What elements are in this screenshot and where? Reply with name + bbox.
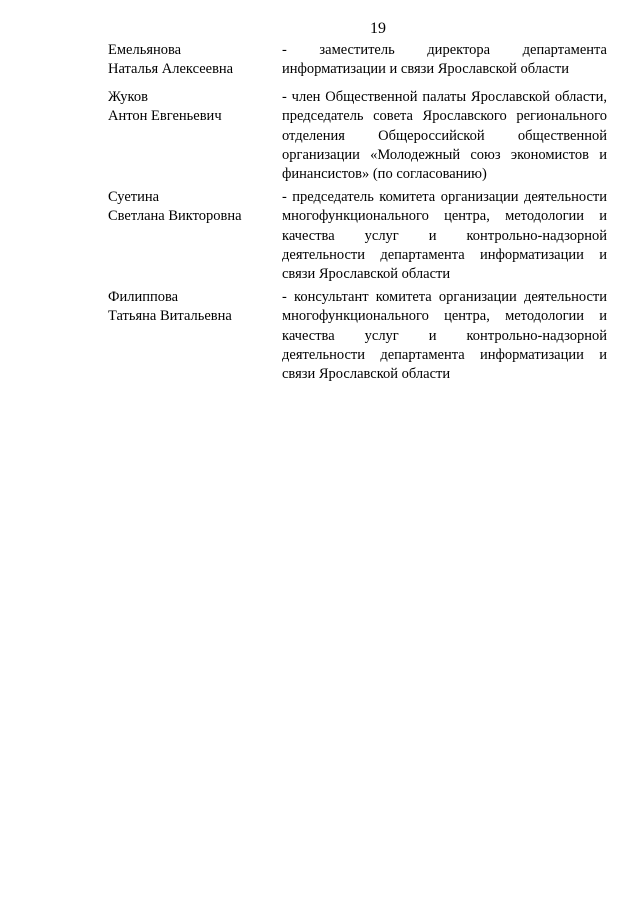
member-given-names: Антон Евгеньевич — [108, 108, 222, 125]
member-given-names: Светлана Викторовна — [108, 208, 242, 225]
member-surname: Суетина — [108, 189, 160, 205]
member-given-names: Наталья Алексеевна — [108, 61, 234, 78]
member-surname: Емельянова — [108, 42, 182, 58]
page-number: 19 — [370, 20, 386, 37]
member-name — [108, 41, 278, 80]
member-surname: Филиппова — [108, 289, 179, 305]
member-name — [108, 288, 278, 327]
member-role: - член Общественной палаты Ярославской области, председатель совета Ярославского регионального отделения Общероссийской общественной организации «Молодежный союз экономистов и финансистов» (по согласованию) — [282, 89, 607, 183]
member-name — [108, 188, 278, 227]
member-name — [108, 88, 278, 127]
member-role: - заместитель директора департамента информатизации и связи Ярославской области — [282, 42, 607, 78]
member-role: - консультант комитета организации деятельности многофункционального центра, методологии и качества услуг и контрольно-надзорной деятельности департамента информатизации и связи Ярославской области — [282, 289, 607, 383]
member-surname: Жуков — [108, 89, 148, 105]
member-role: - председатель комитета организации деятельности многофункционального центра, методологии и качества услуг и контрольно-надзорной деятельности департамента информатизации и связи Ярославской области — [282, 189, 607, 283]
member-given-names: Татьяна Витальевна — [108, 308, 232, 325]
